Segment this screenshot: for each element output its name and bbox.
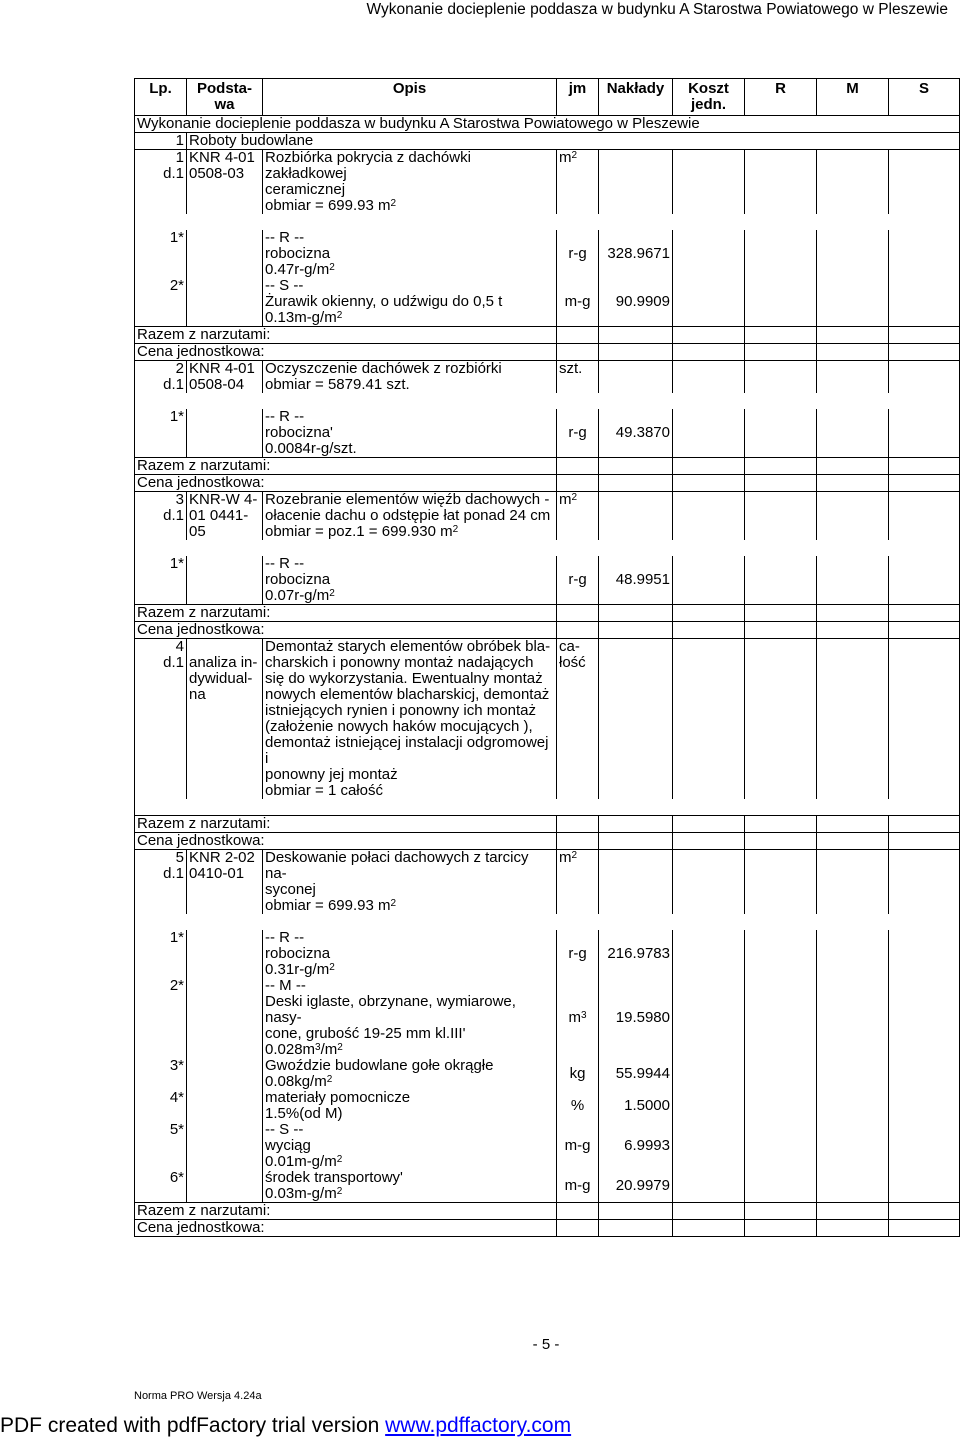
total-with-markups-label: Razem z narzutami:	[135, 1202, 557, 1219]
resource-quantity: 19.5980	[599, 978, 673, 1058]
empty-cell	[673, 492, 745, 541]
empty-cell	[889, 1219, 960, 1236]
subsection-number: 1	[135, 133, 187, 150]
empty-cell	[673, 605, 745, 622]
position-basis: analiza in- dywidual- na	[187, 639, 263, 800]
empty-cell	[889, 930, 960, 978]
position-unit: $m^2$	[557, 849, 599, 914]
empty-cell	[673, 458, 745, 475]
resource-description: -- M -- Deski iglaste, obrzynane, wymiarowe, nasy- cone, grubość 19-25 mm kl.III' $0.028m^3/m^2$	[263, 978, 557, 1058]
resource-description: środek transportowy' $0.03m-g/m^2$	[263, 1170, 557, 1203]
unit-price-label: Cena jednostkowa:	[135, 344, 557, 361]
empty-cell	[817, 849, 889, 914]
empty-cell	[745, 556, 817, 605]
empty-cell	[745, 361, 817, 394]
empty-cell	[135, 799, 960, 815]
col-header-koszt: Koszt jedn.	[673, 79, 745, 116]
empty-cell	[817, 1219, 889, 1236]
resource-unit: r-g	[557, 409, 599, 458]
document-header-title: Wykonanie docieplenie poddasza w budynku A Starostwa Powiatowego w Pleszewie	[366, 1, 948, 18]
empty-cell	[745, 475, 817, 492]
total-with-markups-row	[135, 1202, 960, 1219]
resource-description: -- R -- robocizna $0.07r-g/m^2$	[263, 556, 557, 605]
empty-cell	[745, 278, 817, 327]
position-row	[135, 150, 960, 215]
empty-cell	[889, 1202, 960, 1219]
position-basis: KNR 4-01 0508-03	[187, 150, 263, 215]
software-version: Norma PRO Wersja 4.24a	[134, 1390, 262, 1402]
empty-cell	[817, 605, 889, 622]
empty-cell	[599, 458, 673, 475]
empty-cell	[673, 278, 745, 327]
position-number: 4 d.1	[135, 639, 187, 800]
empty-cell	[135, 914, 960, 930]
empty-cell	[817, 622, 889, 639]
empty-cell	[673, 344, 745, 361]
empty-cell	[599, 327, 673, 344]
resource-description: Gwoździe budowlane gołe okrągłe $0.08kg/m^2$	[263, 1058, 557, 1090]
resource-description: materiały pomocnicze 1.5%(od M)	[263, 1090, 557, 1122]
empty-cell	[889, 150, 960, 215]
empty-cell	[135, 540, 960, 556]
resource-number: 6*	[135, 1170, 187, 1203]
empty-cell	[557, 344, 599, 361]
position-description: Deskowanie połaci dachowych z tarcicy na- syconej obmiar = 699.93 $m^2$	[263, 849, 557, 914]
empty-cell	[557, 475, 599, 492]
position-unit: ca- łość	[557, 639, 599, 800]
total-with-markups-label: Razem z narzutami:	[135, 327, 557, 344]
empty-cell	[599, 849, 673, 914]
empty-cell	[135, 393, 960, 409]
empty-cell	[745, 1058, 817, 1090]
pdffactory-link[interactable]: www.pdffactory.com	[385, 1414, 572, 1437]
subsection-title: Roboty budowlane	[187, 133, 960, 150]
resource-number: 1*	[135, 409, 187, 458]
col-header-jm: jm	[557, 79, 599, 116]
empty-cell	[745, 1090, 817, 1122]
total-with-markups-row	[135, 327, 960, 344]
empty-cell	[673, 150, 745, 215]
empty-cell	[817, 278, 889, 327]
col-header-podstawa: Podsta- wa	[187, 79, 263, 116]
empty-cell	[889, 1170, 960, 1203]
total-with-markups-row	[135, 815, 960, 832]
empty-cell	[745, 1122, 817, 1170]
resource-unit: kg	[557, 1058, 599, 1090]
unit-price-row	[135, 475, 960, 492]
position-row	[135, 361, 960, 394]
resource-unit: r-g	[557, 556, 599, 605]
empty-cell	[599, 344, 673, 361]
empty-cell	[599, 832, 673, 849]
empty-cell	[599, 361, 673, 394]
resource-number: 2*	[135, 278, 187, 327]
empty-cell	[187, 409, 263, 458]
empty-cell	[673, 930, 745, 978]
spacer-row	[135, 393, 960, 409]
empty-cell	[187, 556, 263, 605]
empty-cell	[889, 278, 960, 327]
resource-description: -- R -- robocizna' 0.0084r-g/szt.	[263, 409, 557, 458]
resource-quantity: 48.9951	[599, 556, 673, 605]
page-number: - 5 -	[532, 1336, 560, 1353]
resource-unit: m-g	[557, 1170, 599, 1203]
resource-quantity: 1.5000	[599, 1090, 673, 1122]
resource-quantity: 49.3870	[599, 409, 673, 458]
empty-cell	[745, 344, 817, 361]
unit-price-row	[135, 344, 960, 361]
empty-cell	[187, 1122, 263, 1170]
resource-description: -- S -- Żurawik okienny, o udźwigu do 0,5 t $0.13m-g/m^2$	[263, 278, 557, 327]
empty-cell	[557, 327, 599, 344]
position-description: Rozebranie elementów więźb dachowych - ołacenie dachu o odstępie łat ponad 24 cm obmiar = poz.1 = 699.930 $m^2$	[263, 492, 557, 541]
empty-cell	[673, 1058, 745, 1090]
empty-cell	[599, 815, 673, 832]
empty-cell	[187, 978, 263, 1058]
empty-cell	[817, 327, 889, 344]
empty-cell	[557, 458, 599, 475]
empty-cell	[889, 1090, 960, 1122]
position-unit: $m^2$	[557, 492, 599, 541]
position-number: 1 d.1	[135, 150, 187, 215]
total-with-markups-row	[135, 605, 960, 622]
empty-cell	[673, 1090, 745, 1122]
resource-number: 5*	[135, 1122, 187, 1170]
empty-cell	[889, 327, 960, 344]
empty-cell	[817, 978, 889, 1058]
resource-unit: m-g	[557, 1122, 599, 1170]
resource-number: 3*	[135, 1058, 187, 1090]
empty-cell	[745, 622, 817, 639]
empty-cell	[745, 1219, 817, 1236]
empty-cell	[673, 849, 745, 914]
empty-cell	[745, 978, 817, 1058]
position-description: Demontaż starych elementów obróbek bla- charskich i ponowny montaż nadających się do wykorzystania. Ewentualny montaż nowych elementów blacharskicj, demontaż istniejących rynien i ponowny ich montaż (założenie nowych haków mocujących ), demontaż istniejącej instalacji odgromowej i ponowny jej montaż obmiar = 1 całość	[263, 639, 557, 800]
resource-number: 1*	[135, 930, 187, 978]
cost-estimate-table	[134, 78, 960, 1237]
empty-cell	[817, 639, 889, 800]
empty-cell	[745, 327, 817, 344]
subsection-row	[135, 133, 960, 150]
position-number: 5 d.1	[135, 849, 187, 914]
col-header-s: S	[889, 79, 960, 116]
empty-cell	[745, 492, 817, 541]
resource-row	[135, 1122, 960, 1170]
unit-price-label: Cena jednostkowa:	[135, 1219, 557, 1236]
empty-cell	[889, 639, 960, 800]
resource-row	[135, 978, 960, 1058]
resource-unit: %	[557, 1090, 599, 1122]
empty-cell	[745, 458, 817, 475]
empty-cell	[889, 475, 960, 492]
empty-cell	[745, 930, 817, 978]
empty-cell	[745, 150, 817, 215]
empty-cell	[745, 639, 817, 800]
position-unit: szt.	[557, 361, 599, 394]
unit-price-row	[135, 1219, 960, 1236]
resource-number: 1*	[135, 230, 187, 278]
position-basis: KNR 2-02 0410-01	[187, 849, 263, 914]
unit-price-row	[135, 622, 960, 639]
empty-cell	[817, 1122, 889, 1170]
empty-cell	[889, 832, 960, 849]
empty-cell	[889, 605, 960, 622]
empty-cell	[817, 556, 889, 605]
position-row	[135, 849, 960, 914]
empty-cell	[817, 458, 889, 475]
resource-unit: r-g	[557, 230, 599, 278]
empty-cell	[187, 1170, 263, 1203]
position-description: Rozbiórka pokrycia z dachówki zakładkowej ceramicznej obmiar = 699.93 $m^2$	[263, 150, 557, 215]
empty-cell	[599, 1202, 673, 1219]
empty-cell	[817, 409, 889, 458]
empty-cell	[599, 605, 673, 622]
resource-row	[135, 556, 960, 605]
empty-cell	[599, 150, 673, 215]
empty-cell	[889, 361, 960, 394]
resource-row	[135, 1090, 960, 1122]
resource-row	[135, 1170, 960, 1203]
empty-cell	[673, 978, 745, 1058]
empty-cell	[817, 475, 889, 492]
empty-cell	[745, 849, 817, 914]
empty-cell	[599, 475, 673, 492]
empty-cell	[745, 832, 817, 849]
position-number: 3 d.1	[135, 492, 187, 541]
spacer-row	[135, 214, 960, 230]
empty-cell	[599, 639, 673, 800]
col-header-naklady: Nakłady	[599, 79, 673, 116]
table-header-row	[135, 79, 960, 116]
position-basis: KNR-W 4- 01 0441- 05	[187, 492, 263, 541]
total-with-markups-label: Razem z narzutami:	[135, 458, 557, 475]
empty-cell	[817, 492, 889, 541]
spacer-row	[135, 914, 960, 930]
empty-cell	[673, 230, 745, 278]
empty-cell	[817, 815, 889, 832]
empty-cell	[817, 1170, 889, 1203]
resource-row	[135, 278, 960, 327]
empty-cell	[817, 1090, 889, 1122]
empty-cell	[673, 1170, 745, 1203]
empty-cell	[817, 1058, 889, 1090]
resource-row	[135, 409, 960, 458]
resource-quantity: 55.9944	[599, 1058, 673, 1090]
empty-cell	[889, 815, 960, 832]
empty-cell	[889, 849, 960, 914]
empty-cell	[889, 344, 960, 361]
resource-quantity: 20.9979	[599, 1170, 673, 1203]
col-header-r: R	[745, 79, 817, 116]
total-with-markups-label: Razem z narzutami:	[135, 605, 557, 622]
empty-cell	[817, 361, 889, 394]
empty-cell	[673, 1202, 745, 1219]
resource-description: -- R -- robocizna $0.47r-g/m^2$	[263, 230, 557, 278]
empty-cell	[673, 409, 745, 458]
resource-unit: r-g	[557, 930, 599, 978]
empty-cell	[745, 605, 817, 622]
empty-cell	[599, 622, 673, 639]
empty-cell	[745, 409, 817, 458]
resource-quantity: 6.9993	[599, 1122, 673, 1170]
resource-row	[135, 230, 960, 278]
resource-row	[135, 1058, 960, 1090]
position-row	[135, 492, 960, 541]
position-unit: $m^2$	[557, 150, 599, 215]
empty-cell	[673, 1122, 745, 1170]
empty-cell	[557, 815, 599, 832]
empty-cell	[745, 1202, 817, 1219]
total-with-markups-label: Razem z narzutami:	[135, 815, 557, 832]
empty-cell	[889, 1058, 960, 1090]
position-description: Oczyszczenie dachówek z rozbiórki obmiar = 5879.41 szt.	[263, 361, 557, 394]
empty-cell	[817, 832, 889, 849]
empty-cell	[673, 639, 745, 800]
empty-cell	[187, 1090, 263, 1122]
empty-cell	[889, 622, 960, 639]
empty-cell	[187, 278, 263, 327]
col-header-lp: Lp.	[135, 79, 187, 116]
empty-cell	[673, 832, 745, 849]
resource-unit: $m^3$	[557, 978, 599, 1058]
resource-quantity: 216.9783	[599, 930, 673, 978]
empty-cell	[889, 556, 960, 605]
empty-cell	[745, 230, 817, 278]
empty-cell	[187, 230, 263, 278]
total-with-markups-row	[135, 458, 960, 475]
spacer-row	[135, 799, 960, 815]
position-number: 2 d.1	[135, 361, 187, 394]
empty-cell	[187, 1058, 263, 1090]
empty-cell	[817, 150, 889, 215]
empty-cell	[599, 1219, 673, 1236]
empty-cell	[745, 1170, 817, 1203]
resource-unit: m-g	[557, 278, 599, 327]
position-row	[135, 639, 960, 800]
empty-cell	[817, 1202, 889, 1219]
empty-cell	[673, 361, 745, 394]
empty-cell	[673, 475, 745, 492]
unit-price-label: Cena jednostkowa:	[135, 832, 557, 849]
empty-cell	[889, 458, 960, 475]
empty-cell	[599, 492, 673, 541]
unit-price-label: Cena jednostkowa:	[135, 475, 557, 492]
spacer-row	[135, 540, 960, 556]
resource-quantity: 328.9671	[599, 230, 673, 278]
empty-cell	[673, 1219, 745, 1236]
empty-cell	[557, 622, 599, 639]
resource-quantity: 90.9909	[599, 278, 673, 327]
empty-cell	[187, 930, 263, 978]
empty-cell	[817, 930, 889, 978]
pdf-footer	[0, 1414, 571, 1438]
pdf-footer-text: PDF created with pdfFactory trial version	[0, 1414, 386, 1437]
position-basis: KNR 4-01 0508-04	[187, 361, 263, 394]
empty-cell	[673, 327, 745, 344]
empty-cell	[557, 832, 599, 849]
unit-price-label: Cena jednostkowa:	[135, 622, 557, 639]
empty-cell	[745, 815, 817, 832]
document-header	[0, 0, 960, 22]
empty-cell	[557, 605, 599, 622]
empty-cell	[817, 344, 889, 361]
empty-cell	[557, 1219, 599, 1236]
section-title: Wykonanie docieplenie poddasza w budynku A Starostwa Powiatowego w Pleszewie	[135, 116, 960, 133]
resource-number: 1*	[135, 556, 187, 605]
empty-cell	[889, 409, 960, 458]
resource-number: 2*	[135, 978, 187, 1058]
resource-description: -- S -- wyciąg $0.01m-g/m^2$	[263, 1122, 557, 1170]
empty-cell	[889, 1122, 960, 1170]
empty-cell	[673, 622, 745, 639]
unit-price-row	[135, 832, 960, 849]
resource-row	[135, 930, 960, 978]
empty-cell	[135, 214, 960, 230]
col-header-m: M	[817, 79, 889, 116]
empty-cell	[889, 492, 960, 541]
col-header-opis: Opis	[263, 79, 557, 116]
resource-number: 4*	[135, 1090, 187, 1122]
empty-cell	[889, 978, 960, 1058]
empty-cell	[889, 230, 960, 278]
resource-description: -- R -- robocizna $0.31r-g/m^2$	[263, 930, 557, 978]
section-title-row	[135, 116, 960, 133]
empty-cell	[673, 815, 745, 832]
empty-cell	[817, 230, 889, 278]
empty-cell	[557, 1202, 599, 1219]
empty-cell	[673, 556, 745, 605]
